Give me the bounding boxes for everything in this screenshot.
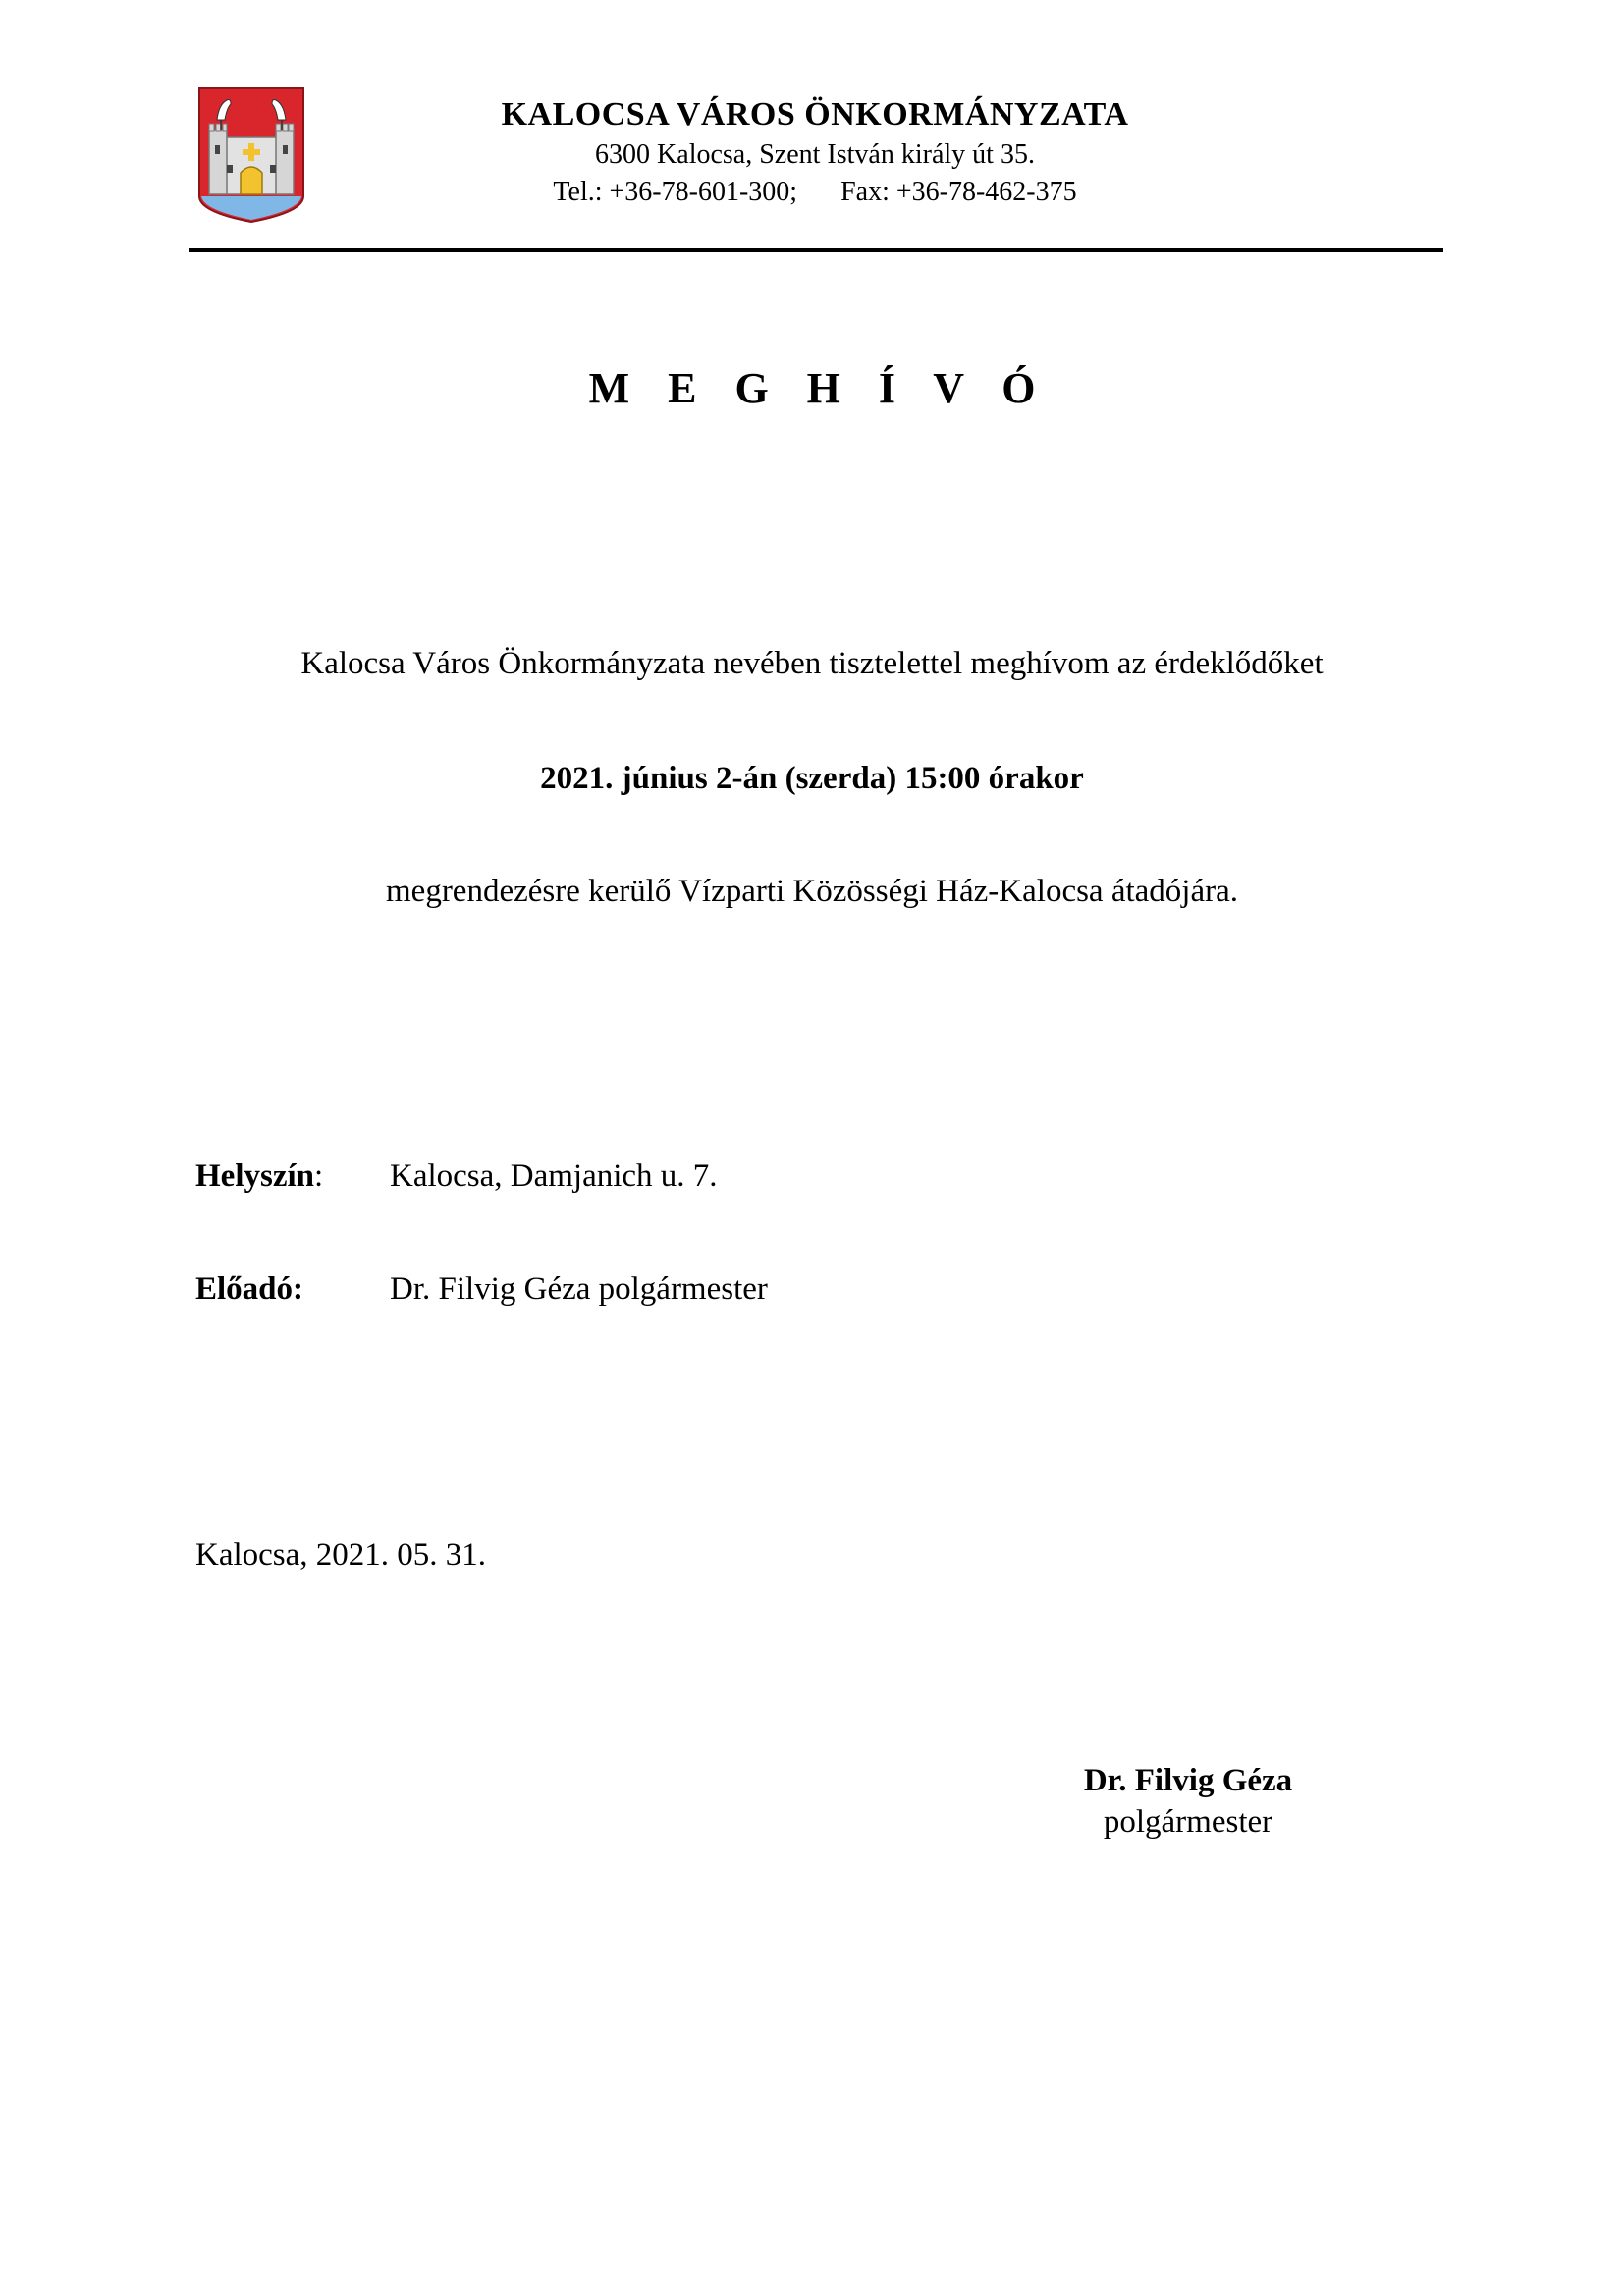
organization-name: KALOCSA VÁROS ÖNKORMÁNYZATA	[501, 96, 1129, 133]
organization-address: 6300 Kalocsa, Szent István király út 35.	[595, 139, 1035, 170]
event-datetime: 2021. június 2-án (szerda) 15:00 órakor	[540, 761, 1084, 796]
header-divider	[189, 248, 1443, 252]
signatory-title: polgármester	[1103, 1804, 1273, 1840]
dateline: Kalocsa, 2021. 05. 31.	[195, 1537, 487, 1573]
organization-contact	[422, 177, 1208, 208]
coat-of-arms-icon	[197, 86, 305, 224]
venue-label: Helyszín:	[195, 1158, 324, 1194]
event-description: megrendezésre kerülő Vízparti Közösségi Ház-Kalocsa átadójára.	[386, 874, 1238, 909]
venue-value: Kalocsa, Damjanich u. 7.	[390, 1158, 718, 1194]
fax-number: Fax: +36-78-462-375	[840, 177, 1077, 207]
signatory-name: Dr. Filvig Géza	[1083, 1763, 1293, 1798]
speaker-value: Dr. Filvig Géza polgármester	[390, 1271, 768, 1307]
phone-number: Tel.: +36-78-601-300;	[553, 177, 798, 207]
invitation-intro: Kalocsa Város Önkormányzata nevében tisztelettel meghívom az érdeklődőket	[300, 646, 1324, 681]
speaker-label: Előadó:	[195, 1271, 304, 1307]
document-title: M E G H Í V Ó	[588, 364, 1050, 412]
